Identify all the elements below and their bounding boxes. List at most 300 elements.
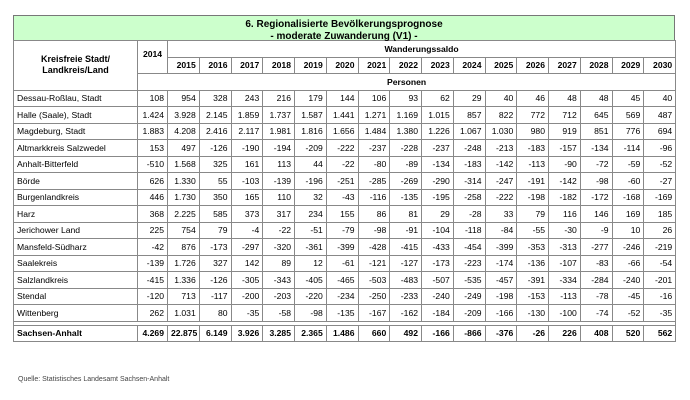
value-cell: 93 (390, 90, 422, 107)
value-cell: 1.271 (358, 107, 390, 124)
value-cell: -126 (199, 140, 231, 157)
value-cell: -162 (390, 305, 422, 322)
value-2014: 225 (138, 222, 168, 239)
value-cell: 876 (168, 239, 200, 256)
value-cell: 33 (485, 206, 517, 223)
value-cell: 1.656 (326, 123, 358, 140)
value-cell: -167 (358, 305, 390, 322)
value-2014: 626 (138, 173, 168, 190)
value-cell: -277 (580, 239, 612, 256)
value-cell: -198 (485, 288, 517, 305)
table-row (14, 206, 676, 223)
value-cell: 79 (199, 222, 231, 239)
value-cell: 2.225 (168, 206, 200, 223)
value-cell: -222 (485, 189, 517, 206)
value-cell: 185 (644, 206, 676, 223)
value-cell: -79 (326, 222, 358, 239)
value-cell: 645 (580, 107, 612, 124)
value-cell: -173 (199, 239, 231, 256)
table-row (14, 255, 676, 272)
value-cell: -80 (358, 156, 390, 173)
row-label: Stendal (14, 288, 138, 305)
value-cell: 569 (612, 107, 644, 124)
value-cell: -84 (485, 222, 517, 239)
title-line-2: - moderate Zuwanderung (V1) - (270, 31, 418, 42)
value-cell: 40 (485, 90, 517, 107)
value-cell: -35 (644, 305, 676, 322)
row-label: Mansfeld-Südharz (14, 239, 138, 256)
year-header: 2023 (422, 57, 454, 74)
value-cell: -183 (453, 156, 485, 173)
value-cell: 712 (549, 107, 581, 124)
value-cell: -196 (295, 173, 327, 190)
value-cell: -190 (231, 140, 263, 157)
value-cell: -507 (422, 272, 454, 289)
row-label: Salzlandkreis (14, 272, 138, 289)
value-cell: -297 (231, 239, 263, 256)
value-cell: 980 (517, 123, 549, 140)
value-cell: 776 (612, 123, 644, 140)
table-header (14, 41, 676, 91)
value-2014: -42 (138, 239, 168, 256)
year-header: 2020 (326, 57, 358, 74)
value-cell: -250 (358, 288, 390, 305)
year-header: 2028 (580, 57, 612, 74)
value-cell: 373 (231, 206, 263, 223)
value-cell: -391 (517, 272, 549, 289)
source-note: Quelle: Statistisches Landesamt Sachsen-Anhalt (18, 376, 170, 383)
value-cell: -483 (390, 272, 422, 289)
value-cell: 919 (549, 123, 581, 140)
value-cell: -117 (199, 288, 231, 305)
value-cell: -22 (263, 222, 295, 239)
value-2014: -120 (138, 288, 168, 305)
value-cell: 10 (612, 222, 644, 239)
title-line-1: 6. Regionalisierte Bevölkerungsprognose (245, 19, 443, 30)
value-cell: -183 (517, 140, 549, 157)
value-cell: -126 (199, 272, 231, 289)
value-cell: 113 (263, 156, 295, 173)
value-cell: -219 (644, 239, 676, 256)
value-cell: -166 (422, 325, 454, 342)
year-header: 2017 (231, 57, 263, 74)
value-cell: -61 (326, 255, 358, 272)
value-cell: -465 (326, 272, 358, 289)
value-cell: -191 (517, 173, 549, 190)
value-cell: 55 (199, 173, 231, 190)
value-cell: -78 (580, 288, 612, 305)
year-header: 2029 (612, 57, 644, 74)
value-cell: -121 (358, 255, 390, 272)
value-cell: -285 (358, 173, 390, 190)
value-cell: 26 (644, 222, 676, 239)
table-row (14, 288, 676, 305)
value-cell: -334 (549, 272, 581, 289)
value-cell: 325 (199, 156, 231, 173)
value-cell: -234 (326, 288, 358, 305)
value-cell: -269 (390, 173, 422, 190)
table-row (14, 156, 676, 173)
value-cell: -113 (517, 156, 549, 173)
value-cell: -503 (358, 272, 390, 289)
value-cell: -83 (580, 255, 612, 272)
value-cell: 857 (453, 107, 485, 124)
value-cell: -22 (326, 156, 358, 173)
value-cell: -535 (453, 272, 485, 289)
value-cell: -248 (453, 140, 485, 157)
value-cell: 1.484 (358, 123, 390, 140)
value-cell: 116 (549, 206, 581, 223)
value-cell: -89 (390, 156, 422, 173)
value-cell: 497 (168, 140, 200, 157)
value-cell: -195 (422, 189, 454, 206)
year-header: 2015 (168, 57, 200, 74)
value-cell: -222 (326, 140, 358, 157)
row-label: Börde (14, 173, 138, 190)
year-header: 2019 (295, 57, 327, 74)
value-cell: -136 (517, 255, 549, 272)
value-cell: 492 (390, 325, 422, 342)
value-cell: -60 (612, 173, 644, 190)
value-cell: -203 (263, 288, 295, 305)
value-cell: -28 (453, 206, 485, 223)
table-row (14, 90, 676, 107)
year-header: 2016 (199, 57, 231, 74)
value-cell: 1.726 (168, 255, 200, 272)
table-row (14, 107, 676, 124)
value-cell: 3.928 (168, 107, 200, 124)
value-cell: 46 (517, 90, 549, 107)
value-cell: -139 (263, 173, 295, 190)
value-cell: -246 (612, 239, 644, 256)
value-cell: 1.816 (295, 123, 327, 140)
value-cell: 3.926 (231, 325, 263, 342)
table-title (13, 15, 675, 40)
value-2014: 4.269 (138, 325, 168, 342)
value-cell: 179 (295, 90, 327, 107)
value-cell: -96 (644, 140, 676, 157)
value-cell: -169 (644, 189, 676, 206)
value-cell: -376 (485, 325, 517, 342)
table-row (14, 173, 676, 190)
value-cell: -166 (485, 305, 517, 322)
value-cell: -454 (453, 239, 485, 256)
year-header: 2026 (517, 57, 549, 74)
value-cell: -258 (453, 189, 485, 206)
value-cell: -361 (295, 239, 327, 256)
wanderungssaldo-header: Wanderungssaldo (168, 41, 676, 58)
value-cell: -399 (326, 239, 358, 256)
value-2014: 262 (138, 305, 168, 322)
value-cell: 1.737 (263, 107, 295, 124)
value-cell: -74 (580, 305, 612, 322)
table-row (14, 140, 676, 157)
value-cell: 165 (231, 189, 263, 206)
value-cell: 3.285 (263, 325, 295, 342)
value-cell: 1.587 (295, 107, 327, 124)
value-cell: -134 (422, 156, 454, 173)
value-cell: -433 (422, 239, 454, 256)
value-cell: -428 (358, 239, 390, 256)
value-cell: 110 (263, 189, 295, 206)
value-cell: 1.067 (453, 123, 485, 140)
value-cell: -240 (422, 288, 454, 305)
year-header: 2018 (263, 57, 295, 74)
value-cell: -290 (422, 173, 454, 190)
value-cell: -51 (295, 222, 327, 239)
value-2014: -139 (138, 255, 168, 272)
value-cell: 1.859 (231, 107, 263, 124)
value-cell: -72 (580, 156, 612, 173)
row-label: Anhalt-Bitterfeld (14, 156, 138, 173)
value-cell: -399 (485, 239, 517, 256)
year-2014-header: 2014 (138, 41, 168, 74)
value-cell: -172 (580, 189, 612, 206)
value-cell: 86 (358, 206, 390, 223)
value-cell: -16 (644, 288, 676, 305)
value-cell: 6.149 (199, 325, 231, 342)
value-cell: 161 (231, 156, 263, 173)
value-cell: 2.365 (295, 325, 327, 342)
value-cell: -201 (644, 272, 676, 289)
value-2014: 368 (138, 206, 168, 223)
value-cell: 169 (612, 206, 644, 223)
value-cell: -240 (612, 272, 644, 289)
value-2014: 153 (138, 140, 168, 157)
row-label: Burgenlandkreis (14, 189, 138, 206)
value-cell: 1.380 (390, 123, 422, 140)
value-cell: 62 (422, 90, 454, 107)
value-cell: -184 (422, 305, 454, 322)
value-cell: -52 (612, 305, 644, 322)
value-cell: 1.169 (390, 107, 422, 124)
row-label: Dessau-Roßlau, Stadt (14, 90, 138, 107)
value-cell: 1.730 (168, 189, 200, 206)
value-cell: 22.875 (168, 325, 200, 342)
row-label: Altmarkkreis Salzwedel (14, 140, 138, 157)
value-cell: 2.416 (199, 123, 231, 140)
value-cell: -103 (231, 173, 263, 190)
value-cell: 1.330 (168, 173, 200, 190)
value-cell: 234 (295, 206, 327, 223)
value-cell: 32 (295, 189, 327, 206)
value-cell: 328 (199, 90, 231, 107)
value-cell: -135 (390, 189, 422, 206)
value-cell: -98 (358, 222, 390, 239)
value-cell: 144 (326, 90, 358, 107)
value-cell: -142 (485, 156, 517, 173)
value-cell: -90 (549, 156, 581, 173)
value-cell: -200 (231, 288, 263, 305)
value-2014: -415 (138, 272, 168, 289)
table-row (14, 189, 676, 206)
value-cell: 12 (295, 255, 327, 272)
value-cell: 45 (612, 90, 644, 107)
value-cell: -223 (453, 255, 485, 272)
value-cell: 694 (644, 123, 676, 140)
value-cell: 772 (517, 107, 549, 124)
row-label: Sachsen-Anhalt (14, 325, 138, 342)
table-frame (13, 15, 675, 342)
value-cell: 2.117 (231, 123, 263, 140)
table-row (14, 305, 676, 322)
value-cell: -100 (549, 305, 581, 322)
row-label: Wittenberg (14, 305, 138, 322)
value-cell: 4.208 (168, 123, 200, 140)
value-cell: 487 (644, 107, 676, 124)
value-cell: -58 (263, 305, 295, 322)
value-2014: 108 (138, 90, 168, 107)
value-cell: 562 (644, 325, 676, 342)
value-cell: -59 (612, 156, 644, 173)
value-cell: -66 (612, 255, 644, 272)
value-cell: 408 (580, 325, 612, 342)
value-cell: 80 (199, 305, 231, 322)
value-cell: -220 (295, 288, 327, 305)
value-cell: -313 (549, 239, 581, 256)
value-cell: -127 (390, 255, 422, 272)
value-cell: 1.568 (168, 156, 200, 173)
value-cell: 79 (517, 206, 549, 223)
value-cell: -194 (263, 140, 295, 157)
value-cell: 29 (422, 206, 454, 223)
value-cell: -457 (485, 272, 517, 289)
value-cell: -116 (358, 189, 390, 206)
value-cell: 520 (612, 325, 644, 342)
value-cell: -135 (326, 305, 358, 322)
value-cell: -866 (453, 325, 485, 342)
value-cell: -174 (485, 255, 517, 272)
value-cell: -130 (517, 305, 549, 322)
value-cell: -198 (517, 189, 549, 206)
value-cell: -353 (517, 239, 549, 256)
value-cell: 585 (199, 206, 231, 223)
year-header: 2024 (453, 57, 485, 74)
value-cell: -320 (263, 239, 295, 256)
year-header: 2022 (390, 57, 422, 74)
value-cell: 327 (199, 255, 231, 272)
value-cell: 142 (231, 255, 263, 272)
value-cell: -43 (326, 189, 358, 206)
value-cell: 89 (263, 255, 295, 272)
value-cell: -104 (422, 222, 454, 239)
value-2014: 1.424 (138, 107, 168, 124)
value-cell: 954 (168, 90, 200, 107)
value-cell: -52 (644, 156, 676, 173)
value-cell: -168 (612, 189, 644, 206)
table-body (14, 90, 676, 342)
value-cell: 48 (549, 90, 581, 107)
value-cell: 1.031 (168, 305, 200, 322)
value-cell: -98 (580, 173, 612, 190)
value-cell: 1.336 (168, 272, 200, 289)
value-cell: 1.486 (326, 325, 358, 342)
value-cell: -27 (644, 173, 676, 190)
value-cell: 350 (199, 189, 231, 206)
value-cell: 317 (263, 206, 295, 223)
value-cell: -26 (517, 325, 549, 342)
value-cell: -249 (453, 288, 485, 305)
value-cell: -118 (453, 222, 485, 239)
value-cell: 243 (231, 90, 263, 107)
value-cell: 851 (580, 123, 612, 140)
value-cell: 754 (168, 222, 200, 239)
total-row (14, 325, 676, 342)
table-row (14, 272, 676, 289)
value-2014: 446 (138, 189, 168, 206)
row-label: Halle (Saale), Stadt (14, 107, 138, 124)
value-cell: -45 (612, 288, 644, 305)
value-cell: -35 (231, 305, 263, 322)
value-cell: -314 (453, 173, 485, 190)
value-cell: -415 (390, 239, 422, 256)
value-cell: -213 (485, 140, 517, 157)
value-cell: -405 (295, 272, 327, 289)
value-cell: 1.030 (485, 123, 517, 140)
value-cell: 48 (580, 90, 612, 107)
value-cell: -173 (422, 255, 454, 272)
value-cell: -113 (549, 288, 581, 305)
table-row (14, 123, 676, 140)
value-cell: -9 (580, 222, 612, 239)
row-label: Harz (14, 206, 138, 223)
value-cell: -251 (326, 173, 358, 190)
value-cell: -209 (295, 140, 327, 157)
value-cell: 216 (263, 90, 295, 107)
value-cell: -157 (549, 140, 581, 157)
year-header: 2025 (485, 57, 517, 74)
value-cell: -237 (358, 140, 390, 157)
data-table (13, 40, 676, 342)
value-cell: 660 (358, 325, 390, 342)
value-cell: 44 (295, 156, 327, 173)
value-cell: -247 (485, 173, 517, 190)
value-cell: 155 (326, 206, 358, 223)
table-row (14, 239, 676, 256)
value-cell: 1.015 (422, 107, 454, 124)
value-2014: -510 (138, 156, 168, 173)
value-cell: 713 (168, 288, 200, 305)
value-cell: -233 (390, 288, 422, 305)
value-cell: -182 (549, 189, 581, 206)
value-cell: -142 (549, 173, 581, 190)
value-cell: -91 (390, 222, 422, 239)
value-cell: 106 (358, 90, 390, 107)
value-cell: 29 (453, 90, 485, 107)
value-cell: -343 (263, 272, 295, 289)
row-label: Saalekreis (14, 255, 138, 272)
year-header: 2027 (549, 57, 581, 74)
value-cell: 1.441 (326, 107, 358, 124)
value-cell: -98 (295, 305, 327, 322)
value-cell: -209 (453, 305, 485, 322)
value-cell: -134 (580, 140, 612, 157)
row-label: Magdeburg, Stadt (14, 123, 138, 140)
value-cell: 226 (549, 325, 581, 342)
value-cell: -4 (231, 222, 263, 239)
table-row (14, 222, 676, 239)
year-header: 2030 (644, 57, 676, 74)
value-cell: 2.145 (199, 107, 231, 124)
value-cell: 1.226 (422, 123, 454, 140)
value-cell: -114 (612, 140, 644, 157)
value-cell: -228 (390, 140, 422, 157)
value-cell: -30 (549, 222, 581, 239)
value-cell: -55 (517, 222, 549, 239)
value-cell: -54 (644, 255, 676, 272)
row-label-header: Kreisfreie Stadt/ Landkreis/Land (14, 41, 138, 91)
value-cell: 40 (644, 90, 676, 107)
